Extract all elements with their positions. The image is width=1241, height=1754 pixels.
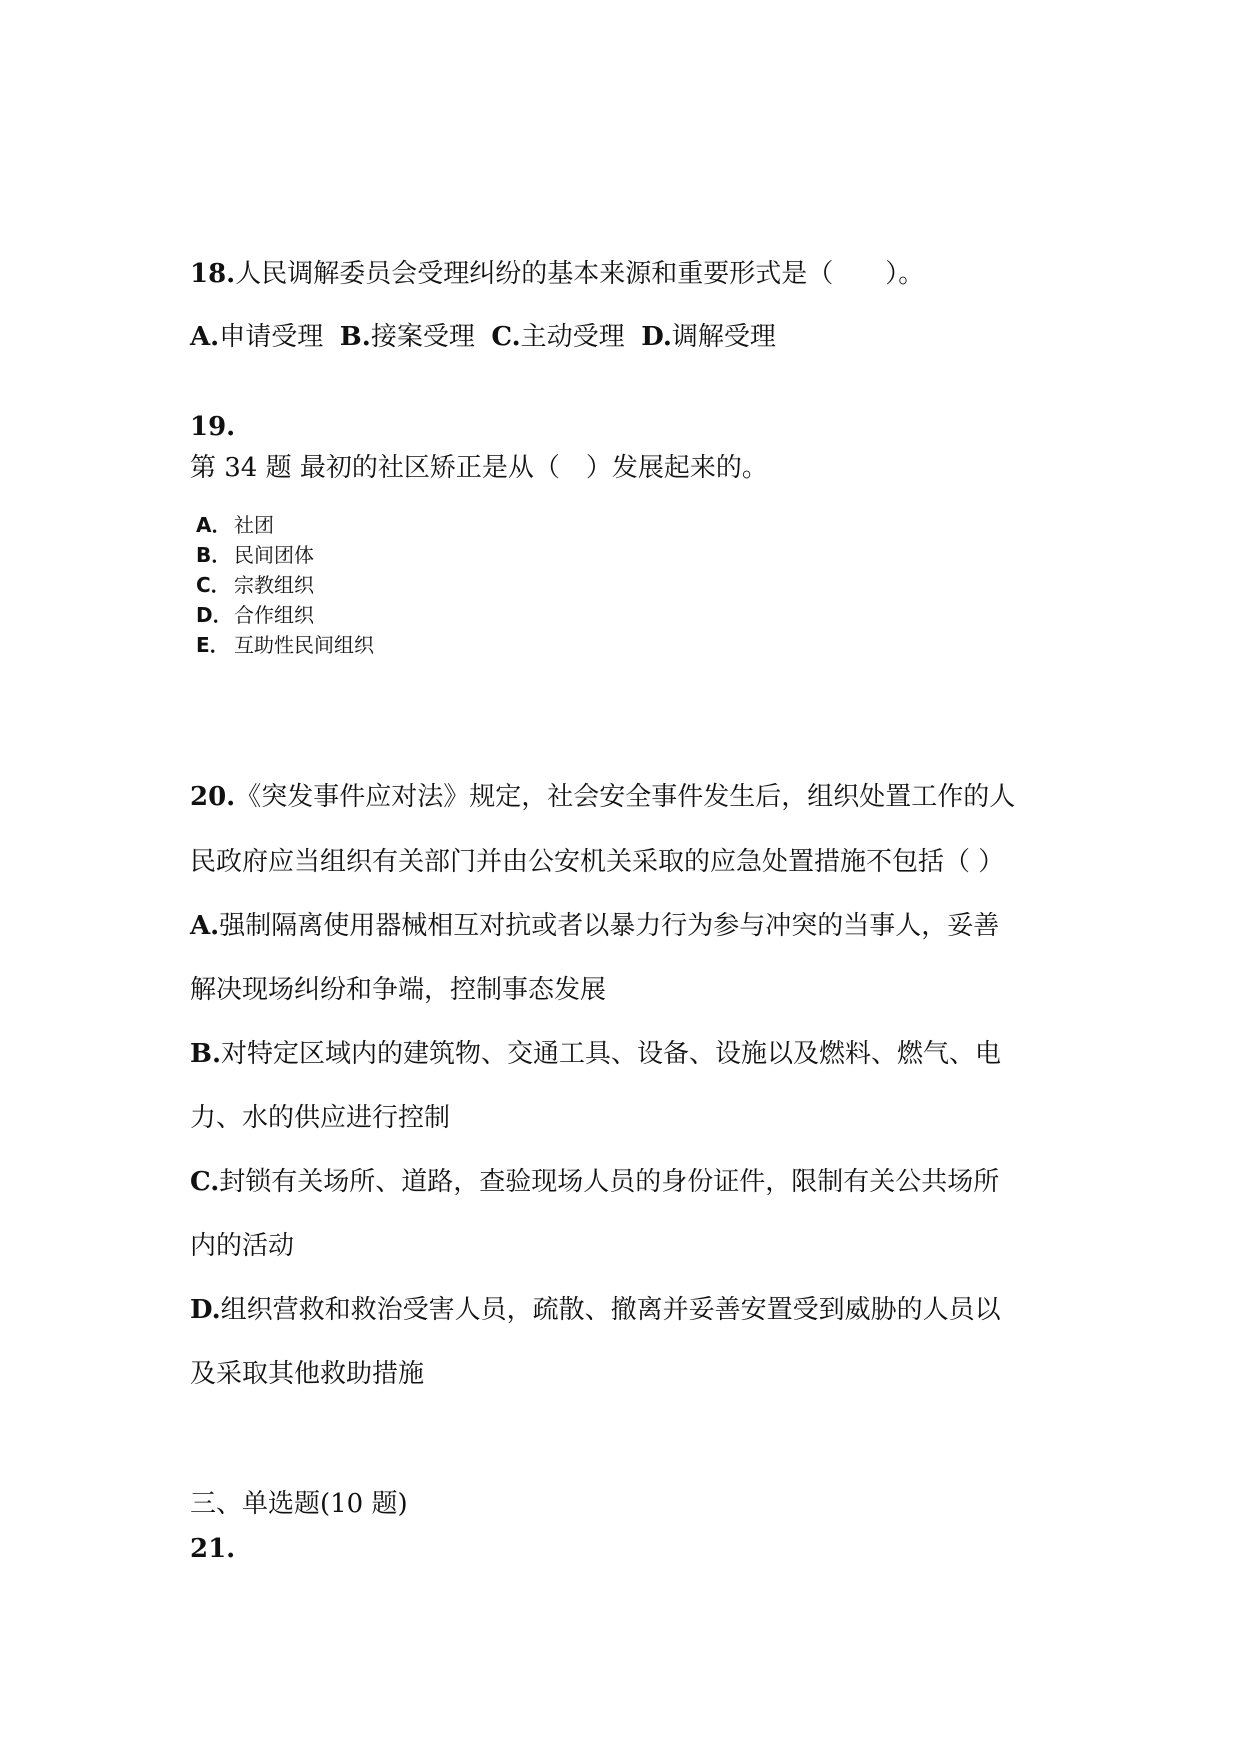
q20-option-a-text-1: 强制隔离使用器械相互对抗或者以暴力行为参与冲突的当事人，妥善 xyxy=(219,911,1000,941)
q18-option-c-letter: C. xyxy=(491,322,521,352)
q19-option-e-text: 互助性民间组织 xyxy=(234,633,374,657)
q18-option-a-text: 申请受理 xyxy=(219,322,324,352)
q19-option-d xyxy=(196,602,314,628)
q20-option-d-letter: D. xyxy=(190,1295,221,1325)
q19-option-a xyxy=(196,512,274,538)
q19-number: 19. xyxy=(190,412,236,442)
q20-option-d-text-1: 组织营救和救治受害人员，疏散、撤离并妥善安置受到威胁的人员以 xyxy=(220,1295,1001,1325)
q20-option-c-line1 xyxy=(190,1165,999,1199)
q20-option-d-line1 xyxy=(190,1293,1001,1327)
q20-number: 20. xyxy=(190,782,236,812)
q19-option-c-text: 宗教组织 xyxy=(234,573,314,597)
q18-option-b-text: 接案受理 xyxy=(370,322,475,352)
q20-stem-line1 xyxy=(190,780,1015,814)
q21-number: 21. xyxy=(190,1534,236,1564)
q20-option-a-line2: 解决现场纠纷和争端，控制事态发展 xyxy=(190,975,607,1005)
q19-option-c-letter: C． xyxy=(196,573,231,597)
q20-stem-line2: 民政府应当组织有关部门并由公安机关采取的应急处置措施不包括（ ） xyxy=(190,847,1005,877)
q19-option-c xyxy=(196,572,314,598)
q19-option-a-letter: A． xyxy=(196,513,232,537)
q20-option-c-letter: C. xyxy=(190,1167,220,1197)
q20-option-b-letter: B. xyxy=(190,1039,222,1069)
q19-option-a-text: 社团 xyxy=(234,513,274,537)
q19-option-d-letter: D． xyxy=(196,603,233,627)
q20-stem-text-1: 《突发事件应对法》规定，社会安全事件发生后，组织处置工作的人 xyxy=(235,782,1016,812)
q20-option-b-text-1: 对特定区域内的建筑物、交通工具、设备、设施以及燃料、燃气、电 xyxy=(221,1039,1002,1069)
q19-option-b xyxy=(196,542,314,568)
q19-option-b-letter: B． xyxy=(196,543,232,567)
q19-option-e xyxy=(196,632,374,658)
q20-option-c-line2: 内的活动 xyxy=(190,1231,295,1261)
q18-number: 18. xyxy=(190,259,236,289)
q18-option-b-letter: B. xyxy=(339,322,371,352)
q18-options xyxy=(190,320,776,354)
q18-option-a-letter: A. xyxy=(190,322,220,352)
q18-option-d-letter: D. xyxy=(641,322,672,352)
q18-option-d-text: 调解受理 xyxy=(671,322,776,352)
q19-option-e-letter: E． xyxy=(196,633,230,657)
q20-option-a-line1 xyxy=(190,909,999,943)
q19-option-d-text: 合作组织 xyxy=(234,603,314,627)
q18-stem xyxy=(190,257,924,291)
q18-option-c-text: 主动受理 xyxy=(520,322,625,352)
q19-option-b-text: 民间团体 xyxy=(234,543,314,567)
q20-option-a-letter: A. xyxy=(190,911,220,941)
section-title: 三、单选题(10 题) xyxy=(190,1489,408,1519)
q20-option-b-line2: 力、水的供应进行控制 xyxy=(190,1103,451,1133)
q18-stem-text: 人民调解委员会受理纠纷的基本来源和重要形式是（ ）。 xyxy=(235,259,925,289)
q19-stem: 第 34 题 最初的社区矫正是从（ ）发展起来的。 xyxy=(190,453,768,483)
q20-option-c-text-1: 封锁有关场所、道路，查验现场人员的身份证件，限制有关公共场所 xyxy=(219,1167,1000,1197)
q20-option-b-line1 xyxy=(190,1037,1001,1071)
q20-option-d-line2: 及采取其他救助措施 xyxy=(190,1359,425,1389)
